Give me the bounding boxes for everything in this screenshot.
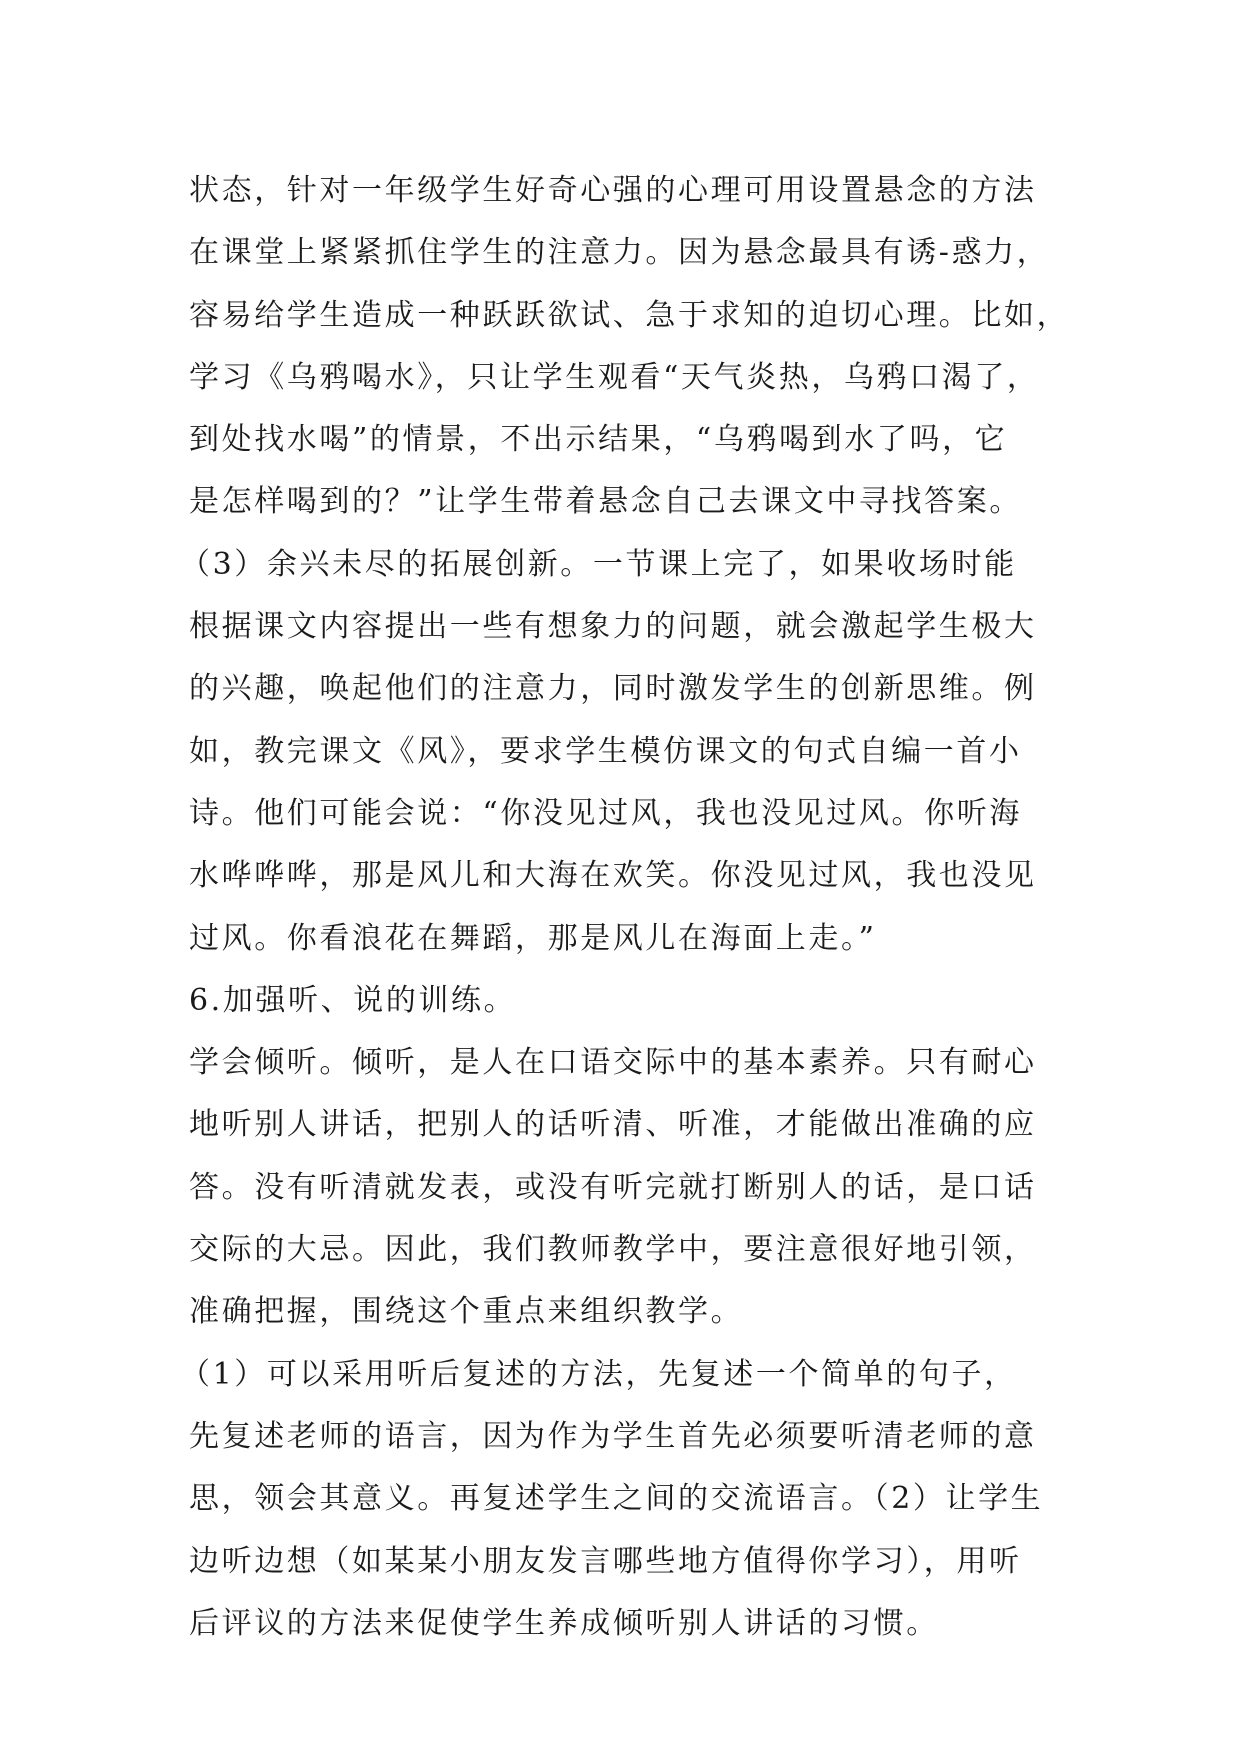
text-line: 根据课文内容提出一些有想象力的问题，就会激起学生极大 [189,609,1037,645]
text-line: 的兴趣，唤起他们的注意力，同时激发学生的创新思维。例 [189,671,1037,707]
text-line: 后评议的方法来促使学生养成倾听别人讲话的习惯。 [189,1605,939,1641]
text-line: 地听别人讲话，把别人的话听清、听准，才能做出准确的应 [189,1107,1037,1143]
text-line: 容易给学生造成一种跃跃欲试、急于求知的迫切心理。比如， [189,297,1070,333]
text-line: 诗。他们可能会说：“你没见过风，我也没见过风。你听海 [189,795,1022,831]
text-line: 是怎样喝到的？”让学生带着悬念自己去课文中寻找答案。 [189,484,1022,520]
text-line: 思，领会其意义。再复述学生之间的交流语言。（2）让学生 [189,1481,1044,1517]
text-line: 答。没有听清就发表，或没有听完就打断别人的话，是口话 [189,1169,1037,1205]
text-line: 水哗哗哗，那是风儿和大海在欢笑。你没见过风，我也没见 [189,858,1037,894]
text-line: 先复述老师的语言，因为作为学生首先必须要听清老师的意 [189,1418,1037,1454]
text-line: （3）余兴未尽的拓展创新。一节课上完了，如果收场时能 [180,546,1017,582]
text-line: 学会倾听。倾听，是人在口语交际中的基本素养。只有耐心 [189,1045,1037,1081]
text-line: 准确把握，围绕这个重点来组织教学。 [189,1294,744,1330]
text-line: 学习《乌鸦喝水》，只让学生观看“天气炎热，乌鸦口渴了， [189,359,1040,395]
section-heading: 6.加强听、说的训练。 [189,982,517,1018]
text-line: （1）可以采用听后复述的方法，先复述一个简单的句子， [180,1356,1017,1392]
text-line: 边听边想（如某某小朋友发言哪些地方值得你学习），用听 [189,1543,1022,1579]
text-line: 状态，针对一年级学生好奇心强的心理可用设置悬念的方法 [189,173,1037,208]
text-line: 过风。你看浪花在舞蹈，那是风儿在海面上走。” [189,920,877,956]
text-line: 到处找水喝”的情景，不出示结果，“乌鸦喝到水了吗，它 [189,422,1008,458]
text-line: 交际的大忌。因此，我们教师教学中，要注意很好地引领， [189,1232,1037,1268]
text-line: 如，教完课文《风》，要求学生模仿课文的句式自编一首小 [189,733,1022,769]
text-line: 在课堂上紧紧抓住学生的注意力。因为悬念最具有诱-惑力， [189,235,1050,271]
document-body [180,160,1070,1655]
